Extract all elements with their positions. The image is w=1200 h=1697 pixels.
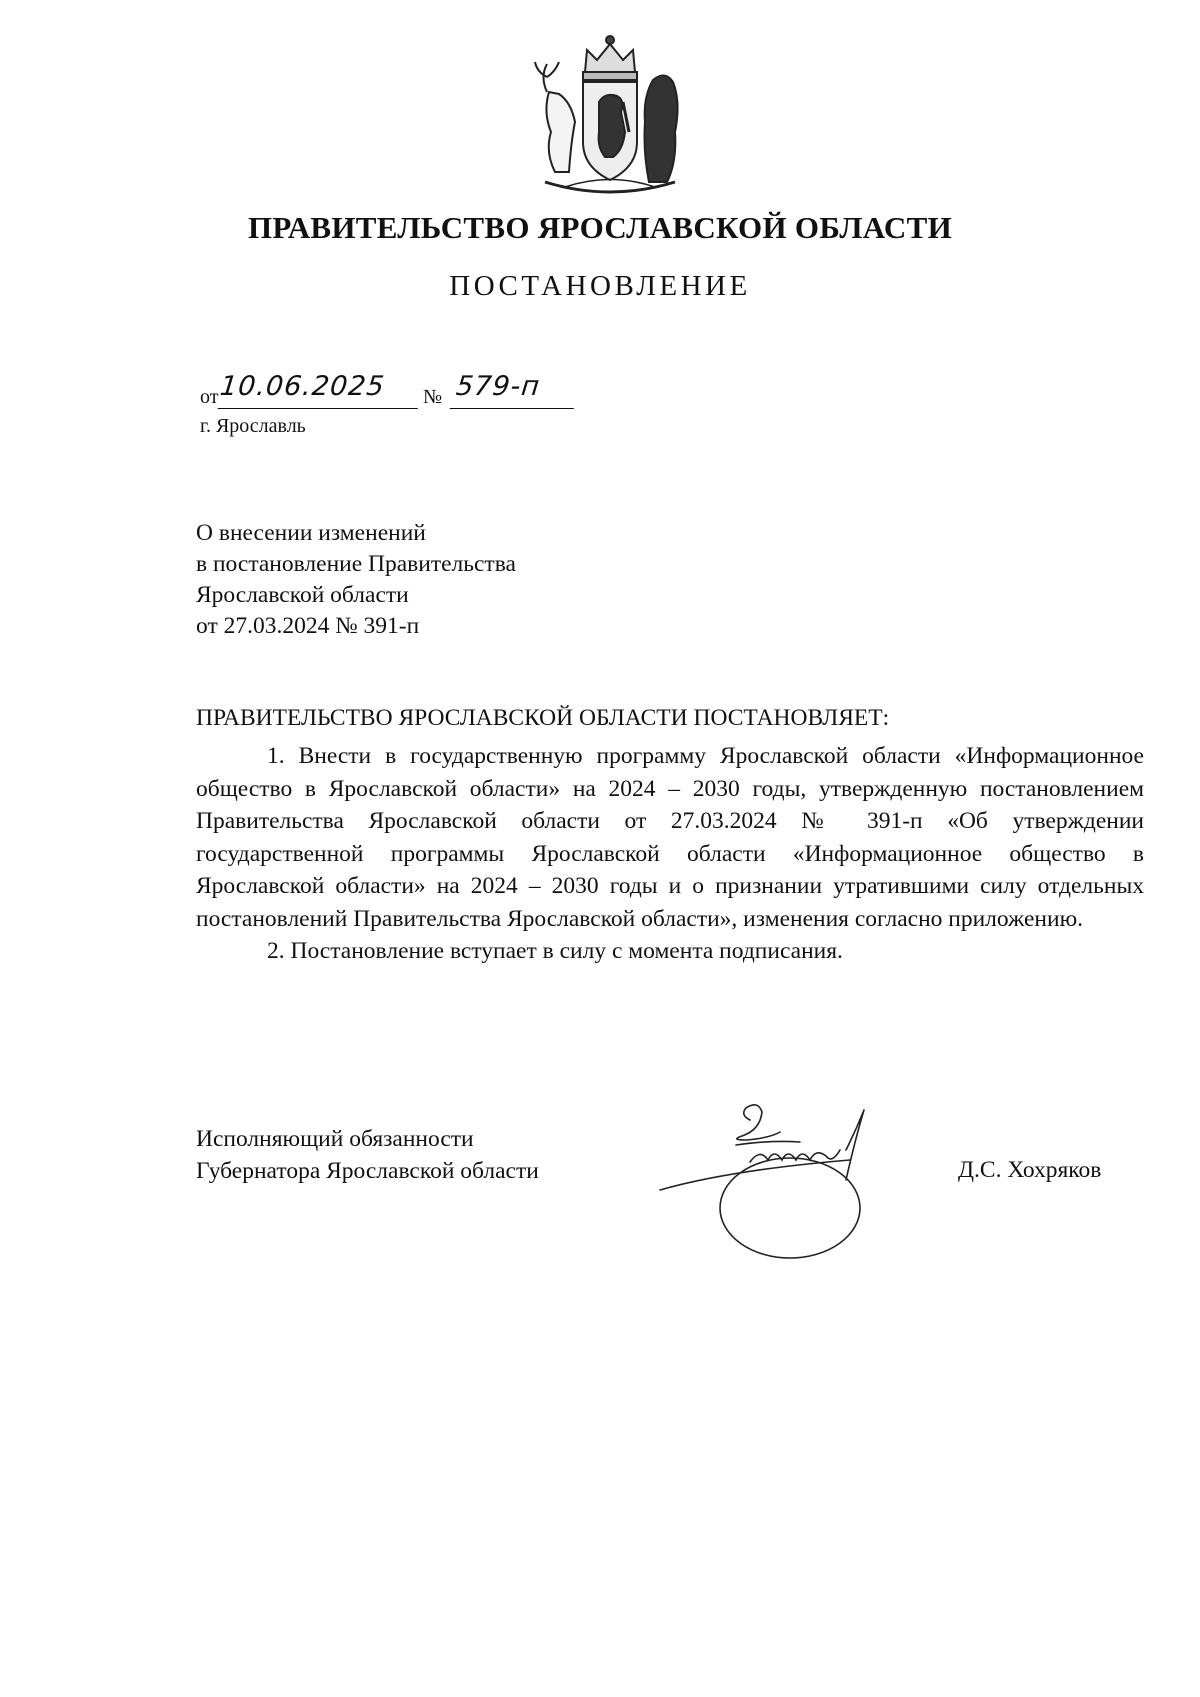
signer-name: Д.С. Хохряков (958, 1157, 1102, 1183)
position-line: Губернатора Ярославской области (196, 1158, 539, 1184)
document-date: 10.06.2025 (218, 366, 423, 409)
registration-line (200, 366, 620, 416)
signer-position (196, 1123, 539, 1187)
document-subject (196, 518, 516, 642)
subject-line: в постановление Правительства (196, 551, 516, 577)
body-paragraph: 1. Внести в государственную программу Ярославской области «Информационное общество в Ярославской области» на 2024 – 2030 годы, утвержденную постановлением Правительства Ярославской области от 27.03.2024 № 391-п «Об утверждении государственной программы Ярославской области «Информационное общество в Ярославской области» на 2024 – 2030 годы и о признании утратившими силу отдельных постановлений Правительства Ярославской области», изменения согласно приложению. (196, 743, 1144, 932)
resolution-heading: ПРАВИТЕЛЬСТВО ЯРОСЛАВСКОЙ ОБЛАСТИ ПОСТАНОВЛЯЕТ: (196, 705, 890, 731)
body-paragraph: 2. Постановление вступает в силу с момента подписания. (267, 938, 843, 964)
document-type: ПОСТАНОВЛЕНИЕ (449, 270, 751, 302)
authority-title: ПРАВИТЕЛЬСТВО ЯРОСЛАВСКОЙ ОБЛАСТИ (248, 210, 952, 245)
document-body (196, 740, 1144, 968)
coat-of-arms-icon (525, 32, 695, 202)
date-label: от (200, 386, 219, 408)
subject-line: Ярославской области (196, 582, 409, 608)
position-line: Исполняющий обязанности (196, 1126, 474, 1152)
subject-line: от 27.03.2024 № 391-п (196, 613, 420, 639)
document-number: 579-п (450, 366, 579, 409)
city: г. Ярославль (200, 415, 306, 437)
signature-icon (650, 1090, 930, 1290)
number-label: № (423, 386, 443, 408)
subject-line: О внесении изменений (196, 520, 426, 546)
